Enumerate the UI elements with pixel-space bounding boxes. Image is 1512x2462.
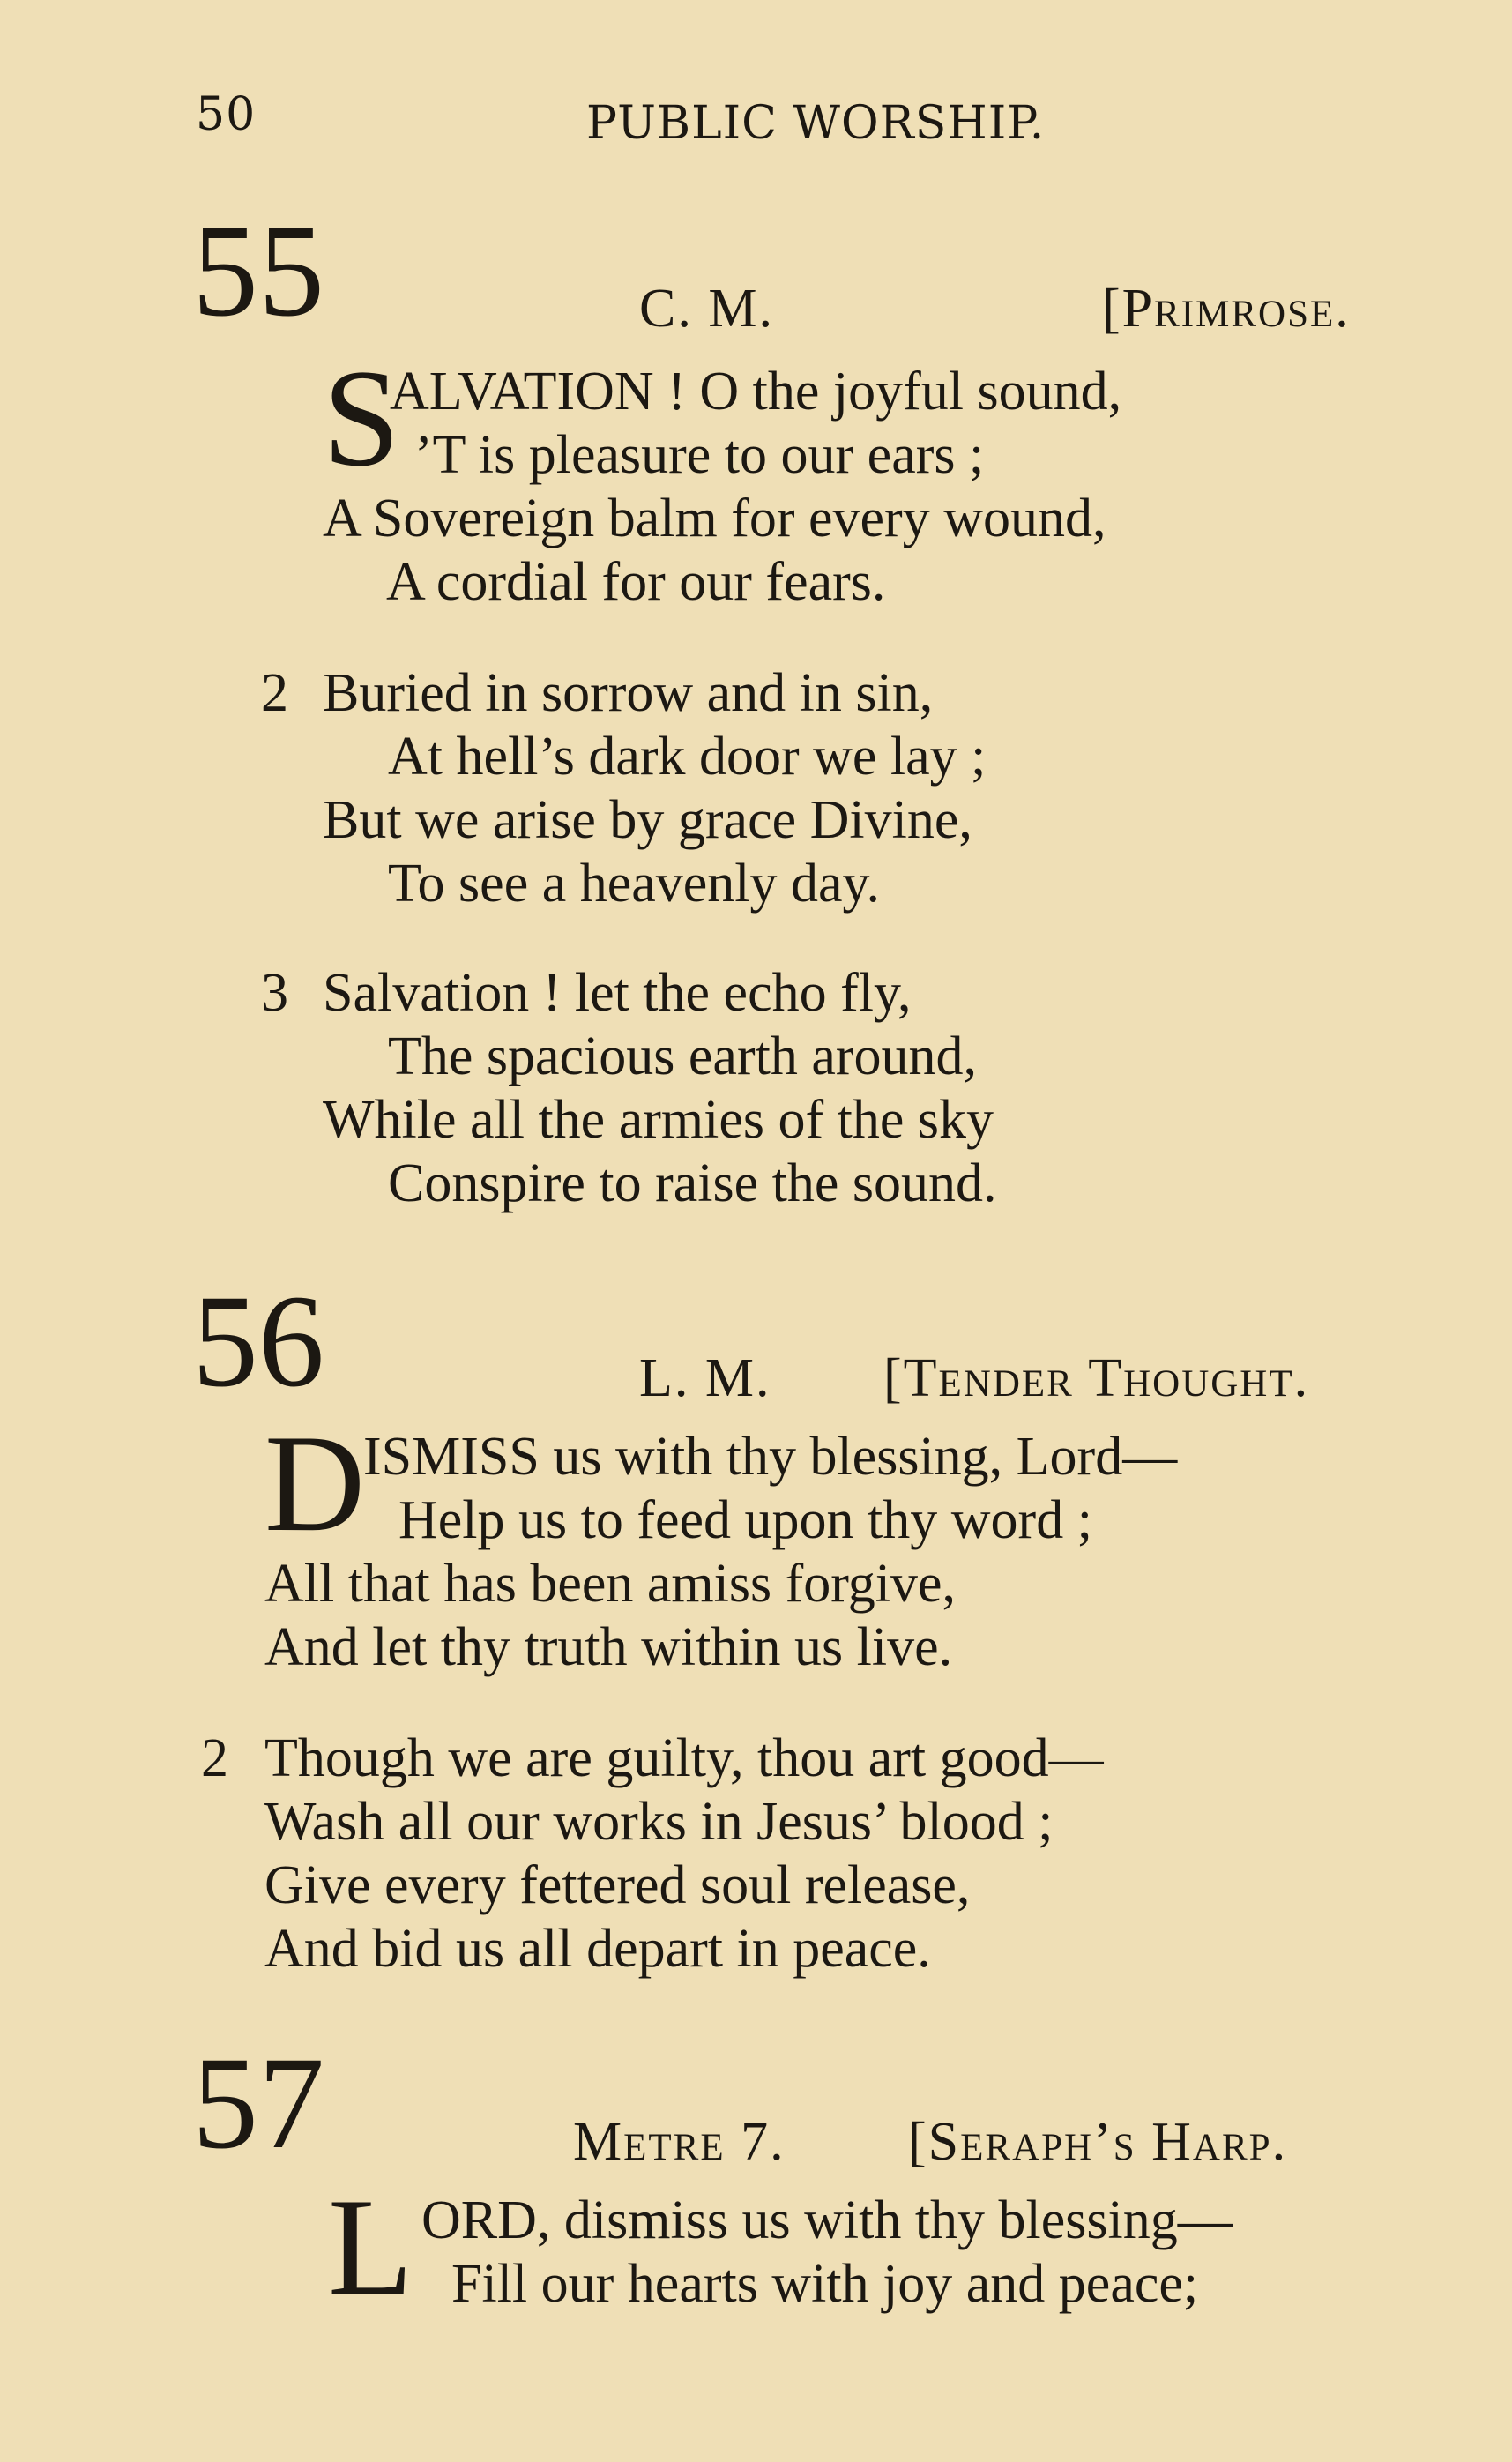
page-number: 50 [196,88,257,141]
hymn-number: 57 [192,2030,324,2176]
verse-line: The spacious earth around, [388,1026,977,1086]
drop-cap: S [323,341,400,496]
verse-line: Conspire to raise the sound. [388,1153,997,1213]
verse-line: A cordial for our fears. [386,552,886,612]
verse-line: Buried in sorrow and in sin, [323,663,934,723]
verse-line: And let thy truth within us live. [264,1617,953,1677]
hymn-metre: C. M. [639,279,774,339]
verse-line: To see a heavenly day. [388,854,880,914]
verse-line: Though we are guilty, thou art good— [264,1728,1104,1788]
running-title: PUBLIC WORSHIP. [586,97,1046,150]
verse-line: Fill our hearts with joy and peace; [451,2254,1199,2314]
stanza-number: 2 [201,1728,228,1788]
drop-cap: L [328,2170,413,2324]
verse-line: ALVATION ! O the joyful sound, [390,362,1122,422]
stanza-number: 3 [261,963,288,1023]
hymn-number: 55 [192,198,324,344]
verse-line: All that has been amiss forgive, [264,1554,957,1614]
tune-name: [Seraph’s Harp. [908,2112,1288,2172]
hymn-metre: Metre 7. [573,2112,786,2172]
tune-name: [Primrose. [1102,279,1351,339]
verse-line: While all the armies of the sky [323,1090,994,1150]
verse-line: At hell’s dark door we lay ; [388,727,987,787]
verse-line: A Sovereign balm for every wound, [323,489,1106,548]
verse-line: But we arise by grace Divine, [323,790,972,850]
verse-line: Give every fettered soul release, [264,1855,971,1915]
drop-cap: D [264,1406,366,1561]
hymn-metre: L. M. [639,1348,771,1408]
stanza-number: 2 [261,663,288,723]
verse-line: Help us to feed upon thy word ; [398,1490,1092,1550]
tune-name: [Tender Thought. [883,1348,1310,1408]
verse-line: Wash all our works in Jesus’ blood ; [264,1792,1054,1852]
hymn-number: 56 [192,1268,324,1414]
verse-line: ’T is pleasure to our ears ; [414,425,985,485]
verse-line: ISMISS us with thy blessing, Lord— [363,1427,1178,1487]
verse-line: And bid us all depart in peace. [264,1919,931,1979]
verse-line: ORD, dismiss us with thy blessing— [421,2190,1233,2250]
verse-line: Salvation ! let the echo fly, [323,963,912,1023]
